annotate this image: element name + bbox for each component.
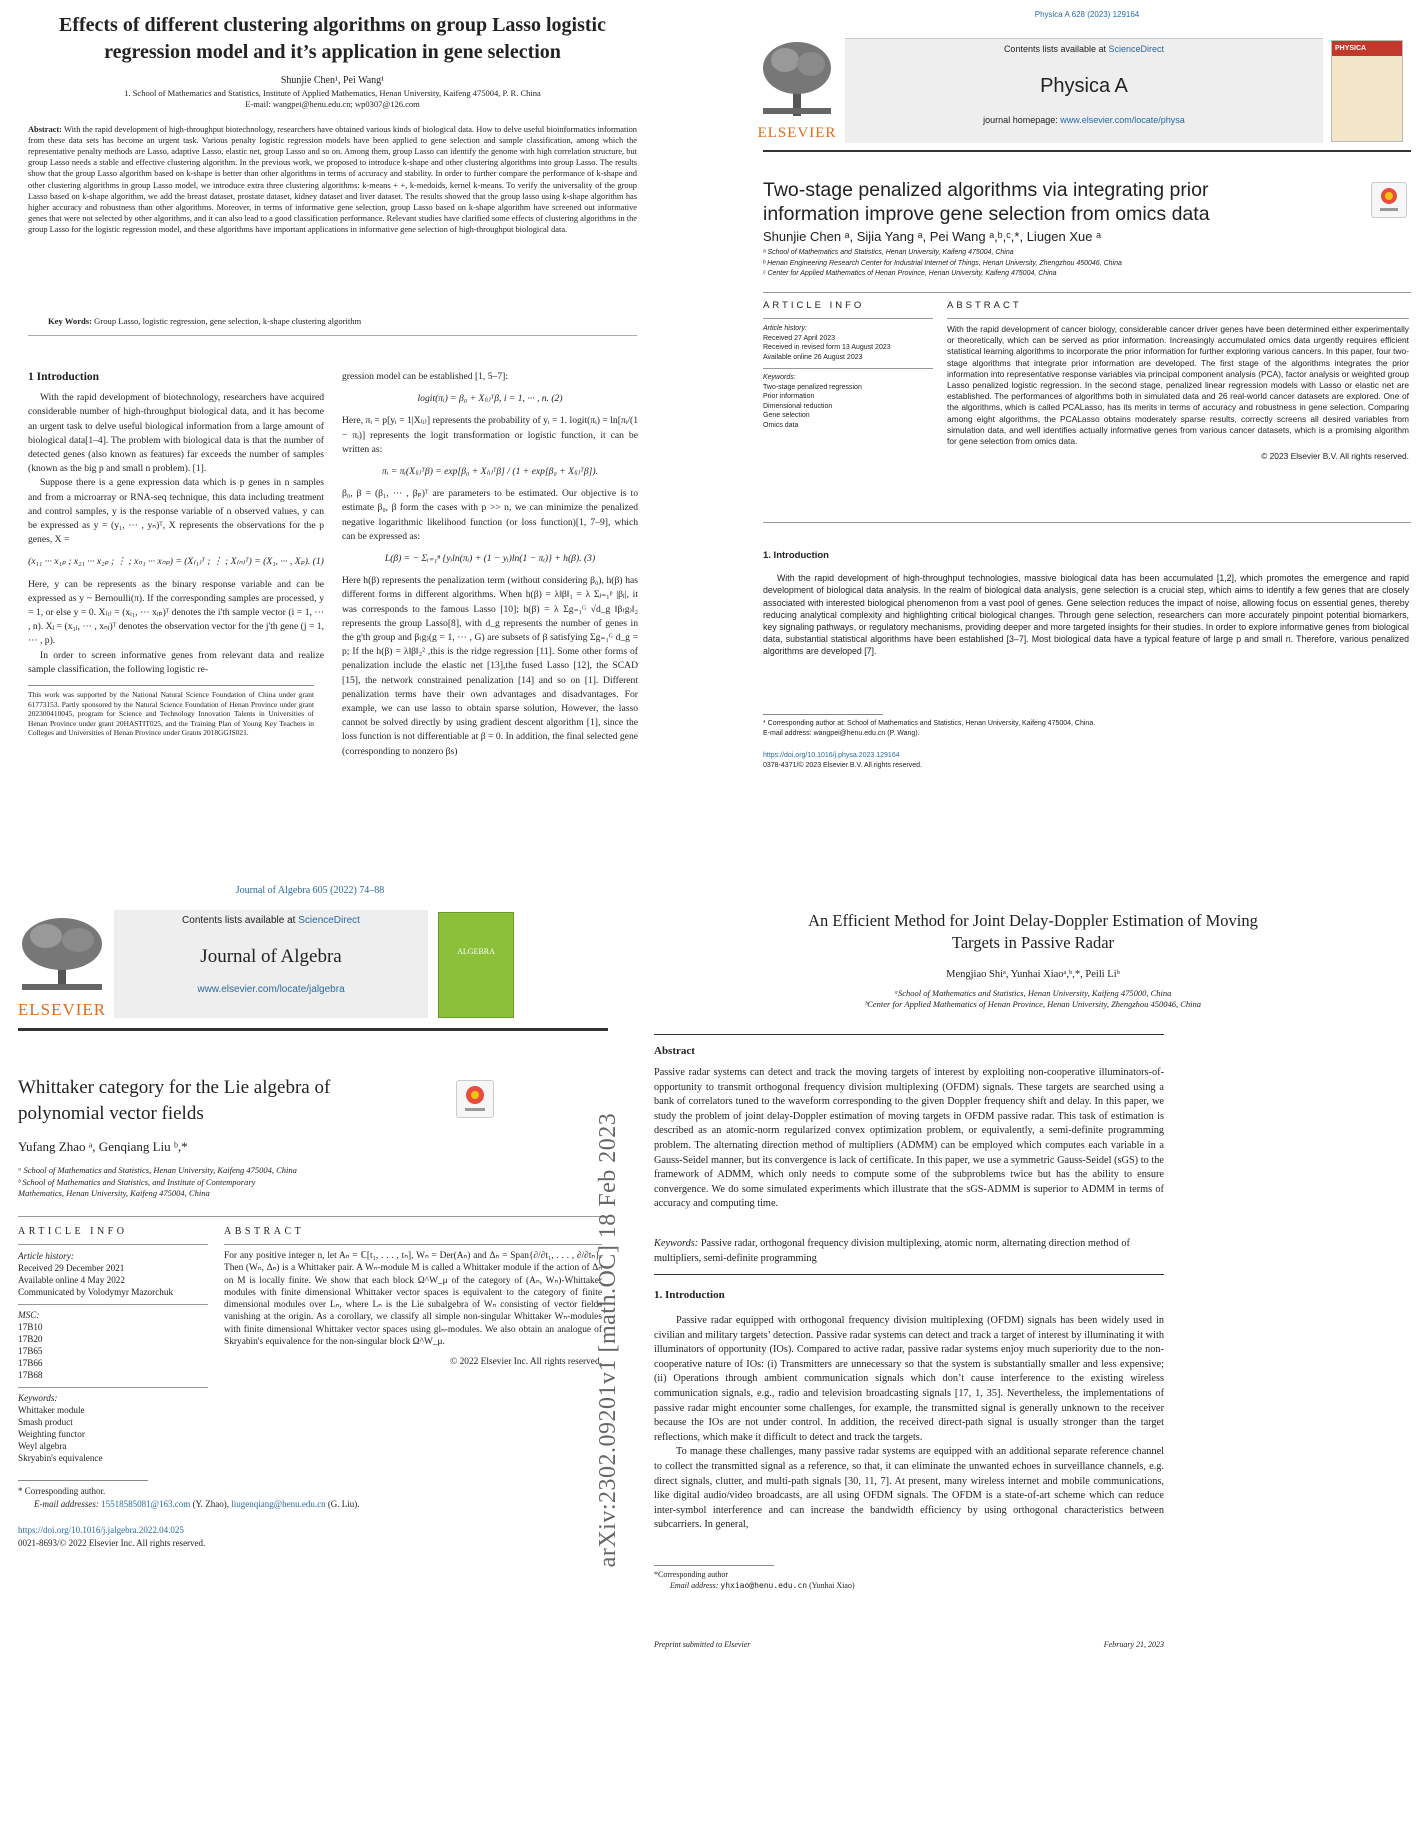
homepage-link[interactable]: www.elsevier.com/locate/jalgebra — [197, 984, 345, 996]
equation: L(β) = − Σᵢ₌₁ⁿ {yᵢln(πᵢ) + (1 − yᵢ)ln(1 − πᵢ)} + h(β). (3) — [384, 553, 596, 565]
keywords-text: Group Lasso, logistic regression, gene selection, k-shape clustering algorithm — [94, 315, 362, 326]
divider — [18, 1244, 208, 1245]
elsevier-tree-logo — [16, 916, 108, 1020]
journal-title: Journal of Algebra — [200, 945, 342, 967]
email-link[interactable]: liugenqiang@henu.edu.cn — [231, 1498, 326, 1509]
title-line: Targets in Passive Radar — [951, 933, 1115, 952]
paragraph: Here h(β) represents the penalization term (without considering β₀), h(β) has different forms in different algorithms. When h(β) = λ‖β‖₁ = λ Σⱼ₌₁ᵖ |βⱼ|, it was corresponds to the famous Lasso [10]; h(β) = λ Σg₌₁ᴳ √d_g ‖β₍g₎‖₂ represents the group Lasso[8], with d_g represents the number of genes in the g'th group and β₍g₎(g = 1, ··· , G) are subsets of β satisfying Σg₌₁ᴳ d_g = p; If the h(β) = λ‖β‖₂² ,this is the ridge regression [11]. Some other forms of penalization include the elastic net [13],the fused Lasso [12], the SCAD [15], the network constrained penalization [14] and so on [1]. Different penalization terms have their own advantages and disadvantages. For example, we can use lasso to obtain sparse solution, However, the lasso cannot be solved directly by using gradient descent algorithm [1], since the loss function is not differentiable at β = 0. In addition, the final selected gene (corresponding to nonzero βs) — [342, 575, 638, 757]
header-rule — [18, 1028, 608, 1031]
copyright: © 2023 Elsevier B.V. All rights reserved. — [1261, 451, 1409, 462]
contents-prefix: Contents lists available at — [182, 915, 296, 926]
email-label: Email address: — [670, 1581, 719, 1590]
paper-title — [648, 910, 1418, 954]
communicated-by: Communicated by Volodymyr Mazorchuk — [18, 1287, 174, 1297]
keywords-label: Key Words: — [48, 315, 93, 326]
keyword: Skryabin's equivalence — [18, 1453, 103, 1463]
msc-code: 17B65 — [18, 1346, 43, 1356]
abstract-text: Passive radar systems can detect and track the moving targets of interest by exploiting non-cooperative illuminators-of-opportunity to transmit orthogonal frequency division multiplexing (OFDM) signals. These targets are searched using a bank of correlators tuned to the waveform corresponding to the given Doppler frequency shift and delay. In this paper, we study the problem of joint delay-Doppler estimation of moving targets in OFDM passive radar. This task of estimation is described as an atomic-norm regularized convex optimization problem, or equivalently, a semi-definite programming problem. The alternating direction method of multipliers (ADMM) can be employed which computes each variable in a Gauss-Seidel manner, but its convergence is lack of certificate. In this paper, we use a symmetric Gauss-Seidel (sGS) to the framework of ADMM, which only needs to compute some of the subproblems twice but has the ability to ensure convergence. We do some simulated experiments which illustrate that the sGS-ADMM is superior to ADMM in terms of accuracy and computing time. — [654, 1067, 1164, 1210]
affiliation: 1. School of Mathematics and Statistics, Institute of Applied Mathematics, Henan University, Kaifeng 475004, P. R. China — [124, 87, 541, 98]
keyword: Weighting functor — [18, 1429, 85, 1439]
footnote-rule — [18, 1480, 148, 1481]
abstract — [224, 1250, 602, 1369]
tree-icon — [757, 38, 837, 120]
paper-title — [20, 12, 645, 66]
equation: logit(πᵢ) = β₀ + X₍ᵢ₎ᵀβ, i = 1, ··· , n. (2) — [417, 393, 563, 405]
issn: 0021-8693/© 2022 Elsevier Inc. All rights reserved. — [18, 1537, 206, 1548]
sciencedirect-link[interactable]: ScienceDirect — [298, 915, 360, 926]
msc-code: 17B66 — [18, 1358, 43, 1368]
abstract-heading: ABSTRACT — [947, 300, 1022, 311]
footnote-rule — [654, 1565, 774, 1566]
abstract-text: For any positive integer n, let Aₙ = ℂ[t₁, . . . , tₙ], Wₙ = Der(Aₙ) and Δₙ = Span{∂/∂t₁, . . . , ∂/∂tₙ}. Then (Wₙ, Δₙ) is a Whittaker pair. A Wₙ-module M is called a Whittaker module if the action of Δₙ on M is locally finite. We show that each block Ω^W_μ of the category of (Aₙ, Wₙ)-Whittaker modules with finite dimensional Whittaker vector spaces is equivalent to the category of finite dimensional modules over Lₙ, where Lₙ is the Lie subalgebra of Wₙ consisting of vector fields vanishing at the origin. As a corollary, we classify all simple non-singular Whittaker Wₙ-modules with finite dimensional Whittaker vector spaces using glₙ-modules. We also obtain an analogue of Skryabin's equivalence for the non-singular block Ω^W_μ. — [224, 1251, 602, 1348]
paper-delay-doppler — [648, 910, 1418, 1840]
paragraph: To manage these challenges, many passive radar systems are equipped with an additional separate reference channel to collect the transmitted signal as a reference, so that, it can eliminate the unwanted echoes in surveillance channels, e.g. direct signals, clutter, and multi-path signals [30, 11, 7]. At present, many wireless internet and mobile communications, like digital audio/video broadcasts, are all using OFDM signals. The OFDM is a state-of-art scheme which can reduce inter-symbol interference and can increase the bandwidth efficiency by using orthogonal characteristics between subcarriers. In general, — [654, 1446, 1164, 1531]
section-heading: 1 Introduction — [28, 371, 100, 383]
journal-header — [10, 910, 610, 1022]
divider — [18, 1216, 608, 1217]
email-line — [18, 1498, 598, 1511]
divider — [224, 1244, 602, 1245]
history-label: Article history: — [763, 325, 807, 332]
paper-title — [18, 1075, 418, 1127]
authors: Yufang Zhao ᵃ, Genqiang Liu ᵇ,* — [18, 1139, 188, 1154]
copyright: © 2022 Elsevier Inc. All rights reserved. — [450, 1357, 602, 1368]
received-date: Received 27 April 2023 — [763, 334, 835, 342]
title-line: polynomial vector fields — [18, 1103, 204, 1124]
article-info-heading: ARTICLE INFO — [763, 300, 865, 311]
email-line: E-mail: wangpei@henu.edu.cn; wp0307@126.com — [245, 98, 420, 109]
section-heading: 1. Introduction — [654, 1289, 725, 1301]
email: E-mail address: wangpei@henu.edu.cn (P. Wang). — [763, 730, 920, 737]
section-heading: 1. Introduction — [763, 550, 829, 561]
equation: πᵢ = πᵢ(X₍ᵢ₎ᵀβ) = exp[β₀ + X₍ᵢ₎ᵀβ] / (1 + exp[β₀ + X₍ᵢ₎ᵀβ]). — [382, 466, 598, 478]
article-info-heading: ARTICLE INFO — [18, 1226, 128, 1237]
tree-icon — [16, 916, 108, 994]
paper-whittaker-category — [10, 880, 610, 1840]
paragraph: In order to screen informative genes from relevant data and realize sample classification, the following logistic re- — [28, 649, 324, 675]
abstract — [947, 324, 1409, 462]
abstract-text: With the rapid development of high-throughput biotechnology, researchers have obtained various kinds of biological data. How to delve useful bioinformatics information from these data sets has become an urgent task. Various penalty logistic regression models have been applied to gene selection and sample classification, among which the representative penalty methods are Lasso, adaptive Lasso, elastic net, group Lasso and so on. Among them, group Lasso can identify the genome with high correlation structure, but group Lasso needs a stable and effective clustering algorithm. In the previous work, we proposed to introduce k-shape and other clustering algorithms into group Lasso. The results show that the group Lasso algorithm based on k-shape is better than other algorithms in terms of accuracy and stability. In order to further compare the performance of k-shape and other clustering algorithms in group Lasso model, we introduce extra three clustering algorithms: k-means + +, k-medoids, kernel k-means. To verify the universality of the group Lasso based on k-shape algorithm, we add the breast dataset, prostate dataset, kidney dataset and liver dataset. The results showed that the group lasso using k-shape algorithm has higher accuracy and robustness than other algorithms. Moreover, in terms of informative gene selection, group Lasso based on k-shape algorithm have screened out informative genes that were not selected by other algorithms, and it can also lead to a good classification performance. Relevant studies have clarified some effects of clustering algorithms in the group Lasso for the logistic regression model, and these algorithms have important applications in informative gene selection of high-throughput biological data. — [28, 124, 637, 235]
affiliations — [18, 1165, 297, 1200]
email-owner: (Y. Zhao), — [192, 1498, 230, 1509]
divider — [763, 522, 1411, 523]
abstract-heading: ABSTRACT — [224, 1226, 305, 1237]
article-info — [763, 324, 933, 430]
title-line: An Efficient Method for Joint Delay-Doppler Estimation of Moving — [808, 911, 1258, 930]
online-date: Available online 4 May 2022 — [18, 1275, 125, 1285]
introduction — [654, 1314, 1164, 1533]
left-column — [28, 370, 324, 880]
paragraph: Suppose there is a gene expression data which is p genes in n samples and from a microarray or RNA-seq technique, this data including treatment and control samples, y is the response variable of n observed values, y can be expressed as y = (y₁, ··· , yₙ)ᵀ, X represents the observations for the p genes, X = — [28, 477, 324, 546]
keywords — [654, 1237, 1164, 1266]
paper-two-stage-penalized — [757, 10, 1417, 910]
journal-title: Physica A — [1040, 75, 1128, 98]
keyword: Prior information — [763, 393, 815, 400]
paragraph: Here, y can be represents as the binary response variable and can be expressed as y ~ Bernoulli(π). If the corresponding samples are processed, y = 1, or else y = 0. X₍ᵢ₎ = (xᵢ₁, ··· xᵢₚ)ᵀ denotes the i'th sample vector (i = 1, ··· , n). Xⱼ = (x₁ⱼ, ··· , xₙⱼ)ᵀ denotes the observation vector for the j'th gene (j = 1, ··· , p). — [28, 578, 324, 647]
sciencedirect-link[interactable]: ScienceDirect — [1108, 44, 1165, 54]
divider — [763, 292, 1411, 293]
title-line: information improve gene selection from omics data — [763, 203, 1210, 225]
elsevier-tree-logo — [757, 38, 837, 142]
arxiv-stamp: arXiv:2302.09201v1 [math.OC] 18 Feb 2023 — [595, 1112, 621, 1568]
footnotes — [763, 714, 1403, 771]
check-for-updates-icon[interactable] — [1371, 182, 1407, 218]
check-for-updates-icon[interactable] — [456, 1080, 494, 1118]
journal-cover — [1331, 40, 1403, 142]
publisher-name: ELSEVIER — [17, 999, 107, 1019]
keyword: Dimensional reduction — [763, 402, 833, 410]
title-line: regression model and it’s application in gene selection — [104, 41, 561, 63]
footnote-rule — [763, 714, 883, 715]
divider — [18, 1304, 208, 1305]
paragraph: With the rapid development of high-throughput technologies, massive biological data has been accumulated [1,2], which promotes the emergence and rapid development of biological data analysis. In the realm of biological data analysis, gene selection is a crucial step, which aims to identify a few genes that are closely associated with interested biological phenomenon from a vast pool of genes. Gene selection reduces the impact of noise, allowing focus on essential genes, thereby reducing analytical complexity and highlighting critical biological changes. Through gene selection, researchers can more accurately pinpoint potential biomarkers, key signaling pathways, or regulatory mechanisms, providing deeper and more targeted insights for their studies. In order to explore informative genes from biological data, substantial statistical algorithms have been established [3–7]. Most biological data have a typical feature of large p and small n. Therefore, various penalized algorithms are developed [7]. — [763, 573, 1409, 657]
corresponding-author: * Corresponding author at: School of Mathematics and Statistics, Henan University, Kaifeng 475004, China. — [763, 720, 1096, 727]
divider — [947, 318, 1409, 319]
paragraph: β₀, β = (β₁, ··· , βₚ)ᵀ are parameters to be estimated. Our objective is to estimate β₀, β form the cases with p >> n, we can minimize the penalized negative logarithmic likelihood function (or loss function)[1, 7–9], which can be expressed as: — [342, 488, 638, 542]
article-info — [18, 1250, 208, 1464]
cover-title: PHYSICA — [1332, 41, 1402, 56]
abstract-label: Abstract: — [28, 124, 62, 134]
doi-link[interactable]: https://doi.org/10.1016/j.jalgebra.2022.04.025 — [18, 1525, 184, 1535]
equation: (x₁₁ ··· x₁ₚ ; x₂₁ ··· x₂ₚ ; ⋮ ; xₙ₁ ··· xₙₚ) = (X₍₁₎ᵀ ; ⋮ ; X₍ₙ₎ᵀ) = (X₁, ··· , Xₚ). (1) — [28, 556, 324, 568]
msc-label: MSC: — [18, 1310, 40, 1320]
keywords-label: Keywords: — [654, 1238, 699, 1249]
affiliation: ᵃSchool of Mathematics and Statistics, Henan University, Kaifeng 475000, China — [894, 988, 1172, 998]
email-owner: (G. Liu). — [327, 1498, 360, 1509]
header-rule — [763, 150, 1411, 152]
affiliation: ᵇ Henan Engineering Research Center for Industrial Internet of Things, Henan University, Zhengzhou 450046, China — [763, 259, 1122, 267]
title-line: Two-stage penalized algorithms via integrating prior — [763, 179, 1209, 201]
divider — [654, 1034, 1164, 1035]
affiliation: ᵇ School of Mathematics and Statistics, and Institute of Contemporary — [18, 1176, 256, 1187]
footnote: This work was supported by the National Natural Science Foundation of China under grant 61773153. Partly sponsored by the Natural Science Foundation of Henan Province under grant 202300410045, program for Science and Technology Innovation Talents in Universities of Henan Province under grant 20HASTIT025, and the Training Plan of Young Key Teachers in Colleges and Universities of Henan Province under Grants 2018GGJS021. — [28, 685, 314, 738]
email-link[interactable]: 15518585081@163.com — [101, 1498, 191, 1509]
publisher-name: ELSEVIER — [757, 125, 837, 142]
journal-banner — [845, 38, 1323, 143]
divider — [28, 335, 637, 336]
issn: 0378-4371/© 2023 Elsevier B.V. All rights reserved. — [763, 762, 922, 769]
msc-code: 17B68 — [18, 1370, 43, 1380]
introduction — [763, 550, 1409, 658]
footnotes — [18, 1480, 598, 1549]
keyword: Whittaker module — [18, 1405, 85, 1415]
keywords-label: Keywords: — [18, 1393, 58, 1403]
msc-code: 17B10 — [18, 1322, 43, 1332]
right-column — [342, 370, 638, 880]
affiliation: ᶜ Center for Applied Mathematics of Henan Province, Henan University, Kaifeng 475004, China — [763, 270, 1057, 277]
contents-prefix: Contents lists available at — [1003, 44, 1106, 54]
email-owner: (Yunhai Xiao) — [809, 1581, 855, 1590]
keyword: Omics data — [763, 421, 799, 429]
abstract — [28, 124, 637, 306]
authors: Shunjie Chen ᵃ, Sijia Yang ᵃ, Pei Wang ᵃ,ᵇ,ᶜ,*, Liugen Xue ᵃ — [763, 229, 1101, 244]
homepage-link[interactable]: www.elsevier.com/locate/physa — [1060, 115, 1185, 126]
affiliation: ᵇCenter for Applied Mathematics of Henan Province, Henan University, Zhengzhou 450046, China — [864, 999, 1202, 1009]
journal-banner — [114, 910, 428, 1018]
affiliations — [648, 988, 1418, 1010]
affiliation: ᵃ School of Mathematics and Statistics, Henan University, Kaifeng 475004, China — [18, 1165, 297, 1175]
journal-reference[interactable]: Physica A 628 (2023) 129164 — [1034, 10, 1140, 19]
divider — [18, 1387, 208, 1388]
keywords — [48, 316, 637, 328]
paper-effects-clustering — [10, 10, 655, 885]
homepage-prefix: journal homepage: — [983, 115, 1058, 126]
journal-homepage — [845, 114, 1323, 126]
contents-line — [845, 43, 1323, 55]
preprint-note: Preprint submitted to Elsevier — [654, 1640, 751, 1649]
divider — [763, 318, 933, 319]
keywords-label: Keywords: — [763, 374, 796, 381]
divider — [763, 368, 933, 369]
paper-title — [763, 178, 1283, 226]
corresponding-author: *Corresponding author — [654, 1570, 728, 1579]
title-line: Effects of different clustering algorithms on group Lasso logistic — [58, 14, 606, 36]
msc-code: 17B20 — [18, 1334, 43, 1344]
affiliations — [763, 248, 1122, 280]
received-date: Received 29 December 2021 — [18, 1263, 125, 1273]
keyword: Two-stage penalized regression — [763, 383, 862, 391]
paragraph: gression model can be established [1, 5–7]: — [342, 371, 508, 382]
keyword: Gene selection — [763, 412, 810, 419]
affiliation: Mathematics, Henan University, Kaifeng 475004, China — [18, 1188, 210, 1198]
revised-date: Received in revised form 13 August 2023 — [763, 344, 891, 351]
title-line: Whittaker category for the Lie algebra of — [18, 1077, 331, 1098]
paragraph: Passive radar equipped with orthogonal frequency division multiplexing (OFDM) signals has been widely used in civilian and military targets’ detection. Passive radar systems can detect and track a target of interest by illuminating it with illuminators of opportunity (IOs). Compared to active radar, passive radar systems enjoy much superiority due to the non-cooperative nature of IOs: (i) Transmitters are unnecessary so that the system is substantially smaller and less expensive; (ii) Operations through ambient communication signals which don’t cause interference to the existing wireless communication signals, e.g., radio and television broadcasting signals [17, 1, 35]. Nevertheless, the implementations of passive radar might encounter some challenges, for example, the transmitted signal is generally unknown to the receiver because the IOs are not under control. In addition, the received direct-path signal is usually stronger than the target reflections, which make it difficult to detect and track the targets. — [654, 1315, 1164, 1443]
abstract-text: With the rapid development of cancer biology, considerable cancer driver genes have been determined either experimentally or theoretically, which can be served as prior information. Increasingly accumulated omics data urgently requires efficient statistical learning algorithms to incorporate the prior information for further exploring various cancers. In this paper, four two-stage algorithms that integrate prior information are developed. The first stage of the algorithms integrates the prior information into representative response variables via principal component analysis (PCA), factor analysis or weighted group Lasso penalized logistic regression. In the second stage, penalized linear regression models with Lasso or elastic net are established. The performances of algorithms both in simulated data and 26 real-world cancer datasets are explored. One of the algorithms, which is called PCALasso, has its merits in terms of accuracy and robustness in gene selection. Comparing among eight algorithms, the PCALasso obtains moderately sparse results, correctly screens all desired variables from simulation data, and well identifies actually informative genes from various cancer datasets, which is a promising algorithm for gene selection from omics data. — [947, 324, 1409, 447]
abstract-heading: Abstract — [654, 1045, 695, 1057]
paragraph: Here, πᵢ = p[yᵢ = 1|X₍ᵢ₎] represents the probability of yᵢ = 1. logit(πᵢ) = ln[πᵢ/(1 − πᵢ)] represents the logit transformation or logistic function, it can be written as: — [342, 415, 638, 455]
authors: Mengjiao Shiᵃ, Yunhai Xiaoᵃ,ᵇ,*, Peili Liᵇ — [946, 969, 1120, 980]
online-date: Available online 26 August 2023 — [763, 353, 863, 361]
history-label: Article history: — [18, 1251, 74, 1261]
keywords-text: Passive radar, orthogonal frequency division multiplexing, atomic norm, alternating direction method of multipliers, semi-definite programming — [654, 1238, 1130, 1264]
cover-title: ALGEBRA — [457, 947, 495, 956]
keyword: Weyl algebra — [18, 1441, 67, 1451]
keyword: Smash product — [18, 1417, 73, 1427]
doi-link[interactable]: https://doi.org/10.1016/j.physa.2023.129164 — [763, 752, 900, 759]
paragraph: With the rapid development of biotechnology, researchers have acquired considerable number of high-throughput biological data, and it has become an urgent task to delve useful biological information from a large amount of biological data[1–4]. The problem with biological data is that the number of detected genes (also known as features) far exceeds the number of samples (known as the big p and small n problem). [1]. — [28, 392, 324, 475]
email-line — [654, 1580, 1164, 1591]
preprint-footer — [654, 1640, 1164, 1651]
journal-cover — [438, 912, 514, 1018]
divider — [654, 1274, 1164, 1275]
affiliation: ᵃ School of Mathematics and Statistics, Henan University, Kaifeng 475004, China — [763, 249, 1014, 256]
authors: Shunjie Chen¹, Pei Wang¹ — [280, 75, 385, 86]
journal-reference[interactable]: Journal of Algebra 605 (2022) 74–88 — [235, 885, 385, 896]
email-label: E-mail addresses: — [34, 1498, 99, 1509]
journal-header — [757, 38, 1417, 146]
email-address[interactable]: yhxiao@henu.edu.cn — [720, 1581, 808, 1590]
preprint-date: February 21, 2023 — [1103, 1640, 1164, 1649]
footnotes — [654, 1565, 1164, 1591]
contents-line — [114, 914, 428, 928]
corresponding-author: * Corresponding author. — [18, 1486, 106, 1496]
body-columns — [28, 370, 640, 880]
